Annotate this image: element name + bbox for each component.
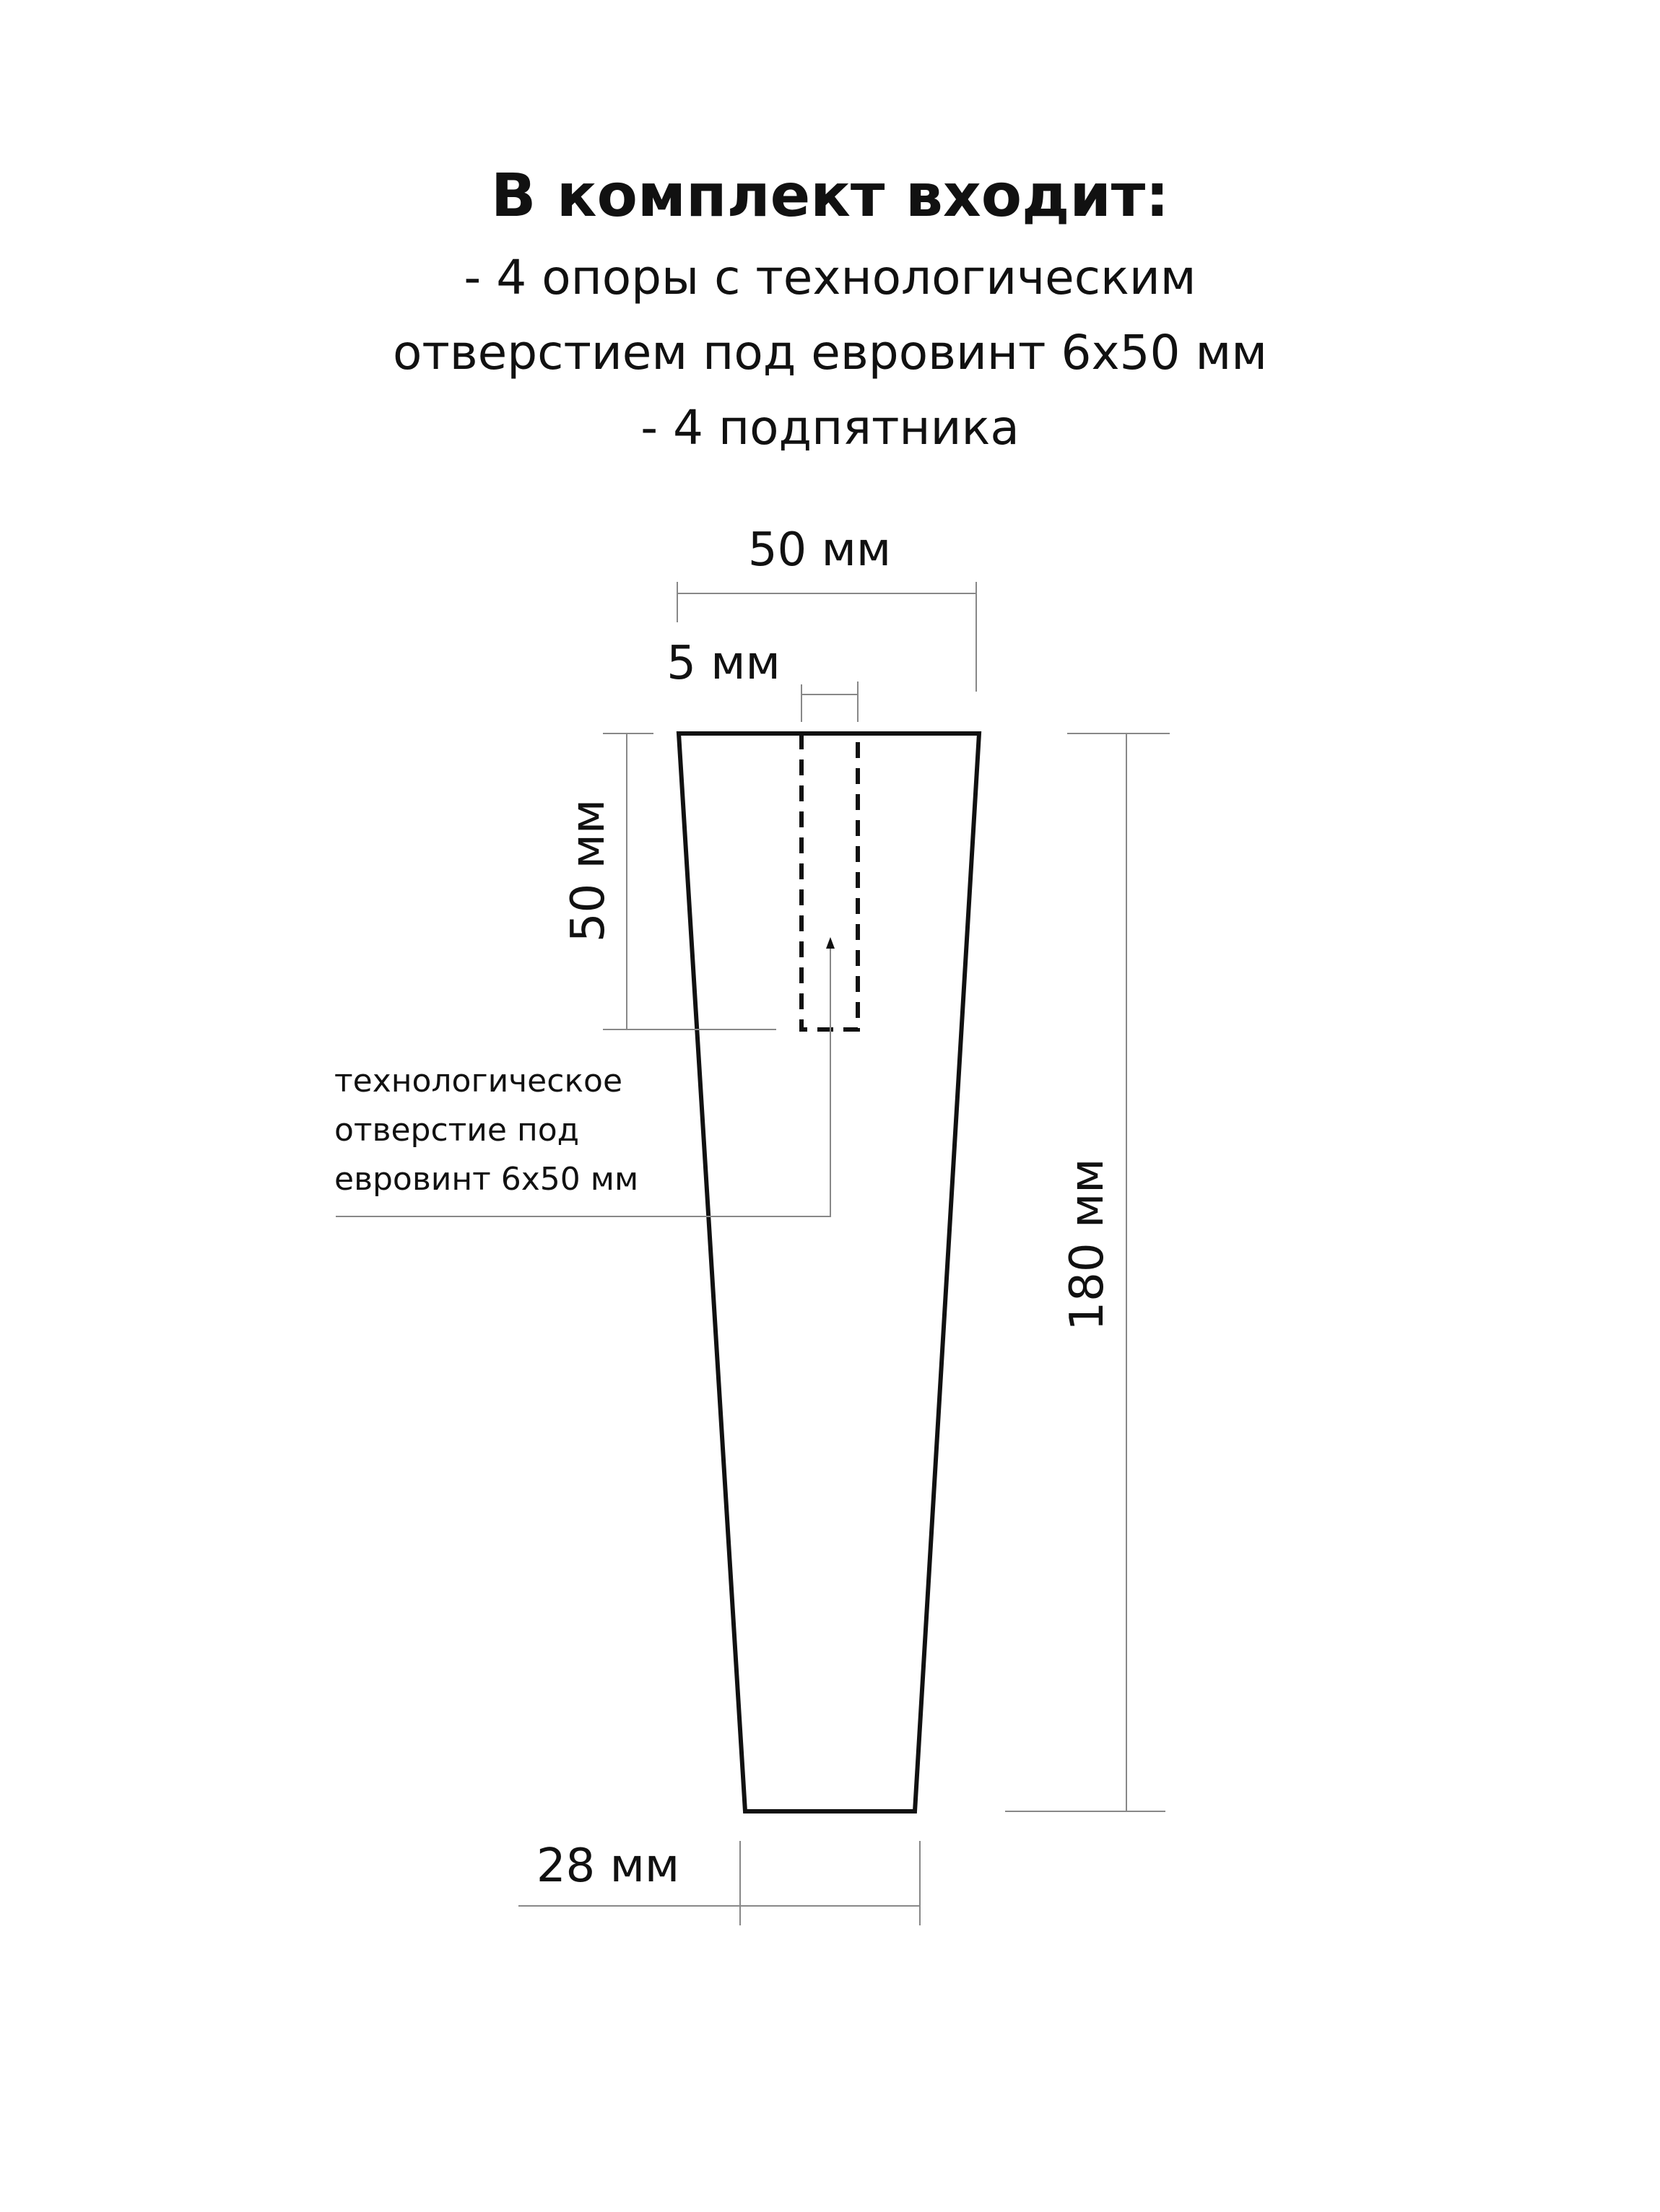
top-width-label: 50 мм xyxy=(747,523,892,577)
annotation-line-3: евровинт 6х50 мм xyxy=(334,1161,639,1198)
annotation-arrowhead xyxy=(826,937,835,949)
height-label: 180 мм xyxy=(1061,1158,1114,1331)
leg-outline xyxy=(679,733,979,1811)
annotation-line-2: отверстие под xyxy=(334,1112,580,1149)
annotation-line-1: технологическое xyxy=(334,1063,623,1100)
hole-depth-label: 50 мм xyxy=(562,798,615,943)
bottom-width-label: 28 мм xyxy=(536,1839,680,1893)
kit-item-2: - 4 подпятника xyxy=(640,400,1020,456)
page-title: В комплект входит: xyxy=(490,162,1170,230)
hole-width-label: 5 мм xyxy=(666,637,781,690)
kit-item-1-continued: отверстием под евровинт 6х50 мм xyxy=(392,325,1268,380)
kit-item-1: - 4 опоры с технологическим xyxy=(464,250,1196,305)
